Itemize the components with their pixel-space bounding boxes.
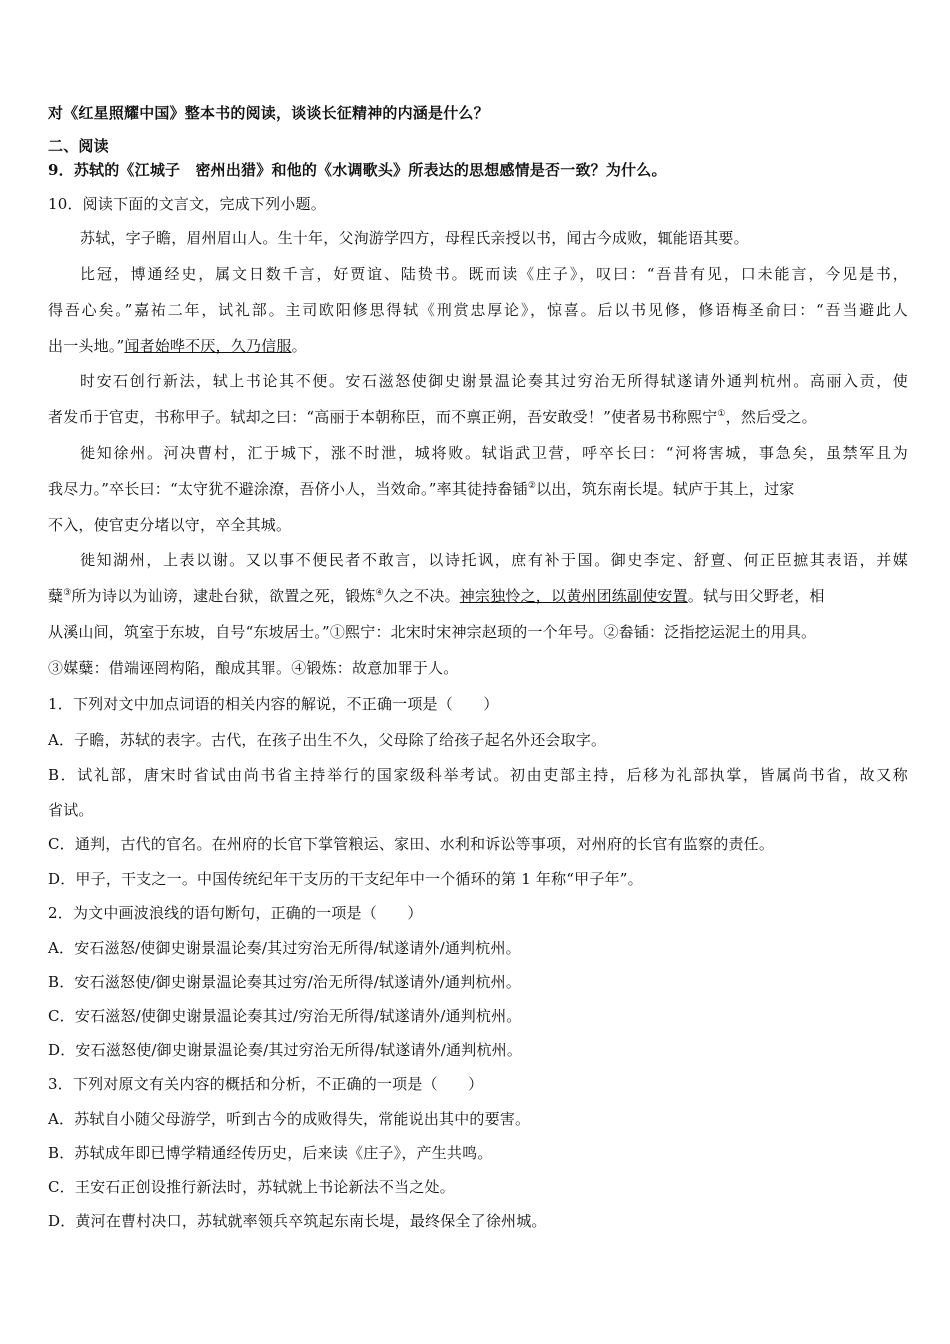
sub2-option-d: D．安石滋怒使/御史谢景温论奏/其过穷治无所得/轼遂请外/通判杭州。 (48, 1041, 523, 1059)
sub1-option-d: D．甲子，干支之一。中国传统纪年干支历的干支纪年中一个循环的第 1 年称“甲子年”。 (48, 870, 643, 888)
sub-question-2: 2．为文中画波浪线的语句断句，正确的一项是（ ） (48, 904, 423, 922)
passage-p2-line2: 得吾心矣。”嘉祐二年，试礼部。主司欧阳修思得轼《刑赏忠厚论》，惊喜。后以书见修，修语梅圣俞曰：“吾当避此人 (48, 301, 908, 319)
text-span: 所为诗以为讪谤，逮赴台狱，欲置之死，锻炼 (71, 587, 376, 605)
sub2-option-a: A．安石滋怒/使御史谢景温论奏/其过穷治无所得/轼遂请外/通判杭州。 (48, 939, 521, 957)
passage-p4-line1: 徙知徐州。河决曹村，汇于城下，涨不时泄，城将败。轼诣武卫营，呼卒长曰：“河将害城，事急矣，虽禁军且为 (80, 444, 908, 462)
footnote-marker: ① (717, 409, 726, 419)
footnote-marker: ③ (63, 588, 72, 598)
top-question: 对《红星照耀中国》整本书的阅读，谈谈长征精神的内涵是什么？ (48, 104, 489, 122)
sub3-option-d: D．黄河在曹村决口，苏轼就率领兵卒筑起东南长堤，最终保全了徐州城。 (48, 1212, 547, 1230)
sub1-option-b-line2: 省试。 (48, 801, 94, 819)
passage-p5-line1: 徙知湖州，上表以谢。又以事不便民者不敢言，以诗托讽，庶有补于国。御史李定、舒亶、何正臣摭其表语，并媒 (80, 551, 908, 569)
question-9: 9．苏轼的《江城子 密州出猎》和他的《水调歌头》所表达的思想感情是否一致？为什么。 (48, 161, 667, 179)
text-span: 我尽力。”卒长曰：“太守犹不避涂潦，吾侪小人，当效命。”率其徒持畚锸 (48, 480, 528, 498)
sub1-option-a: A．子瞻，苏轼的表字。古代，在孩子出生不久，父母除了给孩子起名外还会取字。 (48, 731, 607, 749)
question-10: 10．阅读下面的文言文，完成下列小题。 (48, 195, 326, 213)
passage-p5-line3: 从溪山间，筑室于东坡，自号“东坡居士。”①熙宁：北宋时宋神宗赵顼的一个年号。②畚锸：泛指挖运泥土的用具。 (48, 623, 817, 641)
passage-p2-line3 (48, 336, 908, 356)
sub-question-1: 1．下列对文中加点词语的相关内容的解说，不正确一项是（ ） (48, 695, 499, 713)
underlined-sentence: 闻者始哗不厌，久乃信服 (124, 337, 292, 355)
text-span: 以出，筑东南长堤。轼庐于其上，过家 (536, 480, 795, 498)
text-span: 出一头地。” (48, 337, 125, 355)
sub3-option-c: C．王安石正创设推行新法时，苏轼就上书论新法不当之处。 (48, 1178, 455, 1196)
passage-p2-line1: 比冠，博通经史，属文日数千言，好贾谊、陆贽书。既而读《庄子》，叹曰：“吾昔有见，口未能言，今见是书， (80, 265, 908, 283)
sub1-option-c: C．通判，古代的官名。在州府的长官下掌管粮运、家田、水利和诉讼等事项，对州府的长官有监察的责任。 (48, 835, 775, 853)
text-span: 。轼与田父野老，相 (687, 587, 825, 605)
passage-p5-line2 (48, 586, 908, 606)
footnote-marker: ④ (375, 588, 384, 598)
footnote-marker: ② (527, 481, 537, 491)
passage-p1: 苏轼，字子瞻，眉州眉山人。生十年，父洵游学四方，母程氏亲授以书，闻古今成败，辄能语其要。 (80, 229, 749, 247)
passage-notes: ③媒糵：借端诬罔构陷，酿成其罪。④锻炼：故意加罪于人。 (48, 659, 459, 677)
sub1-option-b-line1: B．试礼部，唐宋时省试由尚书省主持举行的国家级科举考试。初由吏部主持，后移为礼部执掌，皆属尚书省，故又称 (48, 766, 908, 784)
text-span: 。 (291, 337, 307, 355)
sub-question-3: 3．下列对原文有关内容的概括和分析，不正确的一项是（ ） (48, 1075, 484, 1093)
passage-p4-line3: 不入，使官吏分堵以守，卒全其城。 (48, 516, 292, 534)
sub3-option-b: B．苏轼成年即已博学精通经传历史，后来读《庄子》，产生共鸣。 (48, 1144, 493, 1162)
passage-p3-line2 (48, 407, 908, 427)
section-title: 二、阅读 (48, 137, 109, 155)
text-span: 者发币于官吏，书称甲子。轼却之曰：“高丽于本朝称臣，而不禀正朔，吾安敢受！”使者易书称熙宁 (48, 408, 718, 426)
sub3-option-a: A．苏轼自小随父母游学，听到古今的成败得失，常能说出其中的要害。 (48, 1110, 531, 1128)
text-span: 久之不决。 (383, 587, 460, 605)
passage-p4-line2 (48, 479, 908, 499)
text-span: ，然后受之。 (725, 408, 817, 426)
underlined-sentence: 神宗独怜之，以黄州团练副使安置 (459, 587, 688, 605)
passage-p3-line1: 时安石创行新法，轼上书论其不便。安石滋怒使御史谢景温论奏其过穷治无所得轼遂请外通判杭州。高丽入贡，使 (80, 372, 908, 390)
sub2-option-c: C．安石滋怒/使御史谢景温论奏其过/穷治无所得/轼遂请外/通判杭州。 (48, 1007, 522, 1025)
sub2-option-b: B．安石滋怒使/御史谢景温论奏其过穷/治无所得/轼遂请外/通判杭州。 (48, 973, 522, 991)
text-span: 糵 (48, 587, 64, 605)
